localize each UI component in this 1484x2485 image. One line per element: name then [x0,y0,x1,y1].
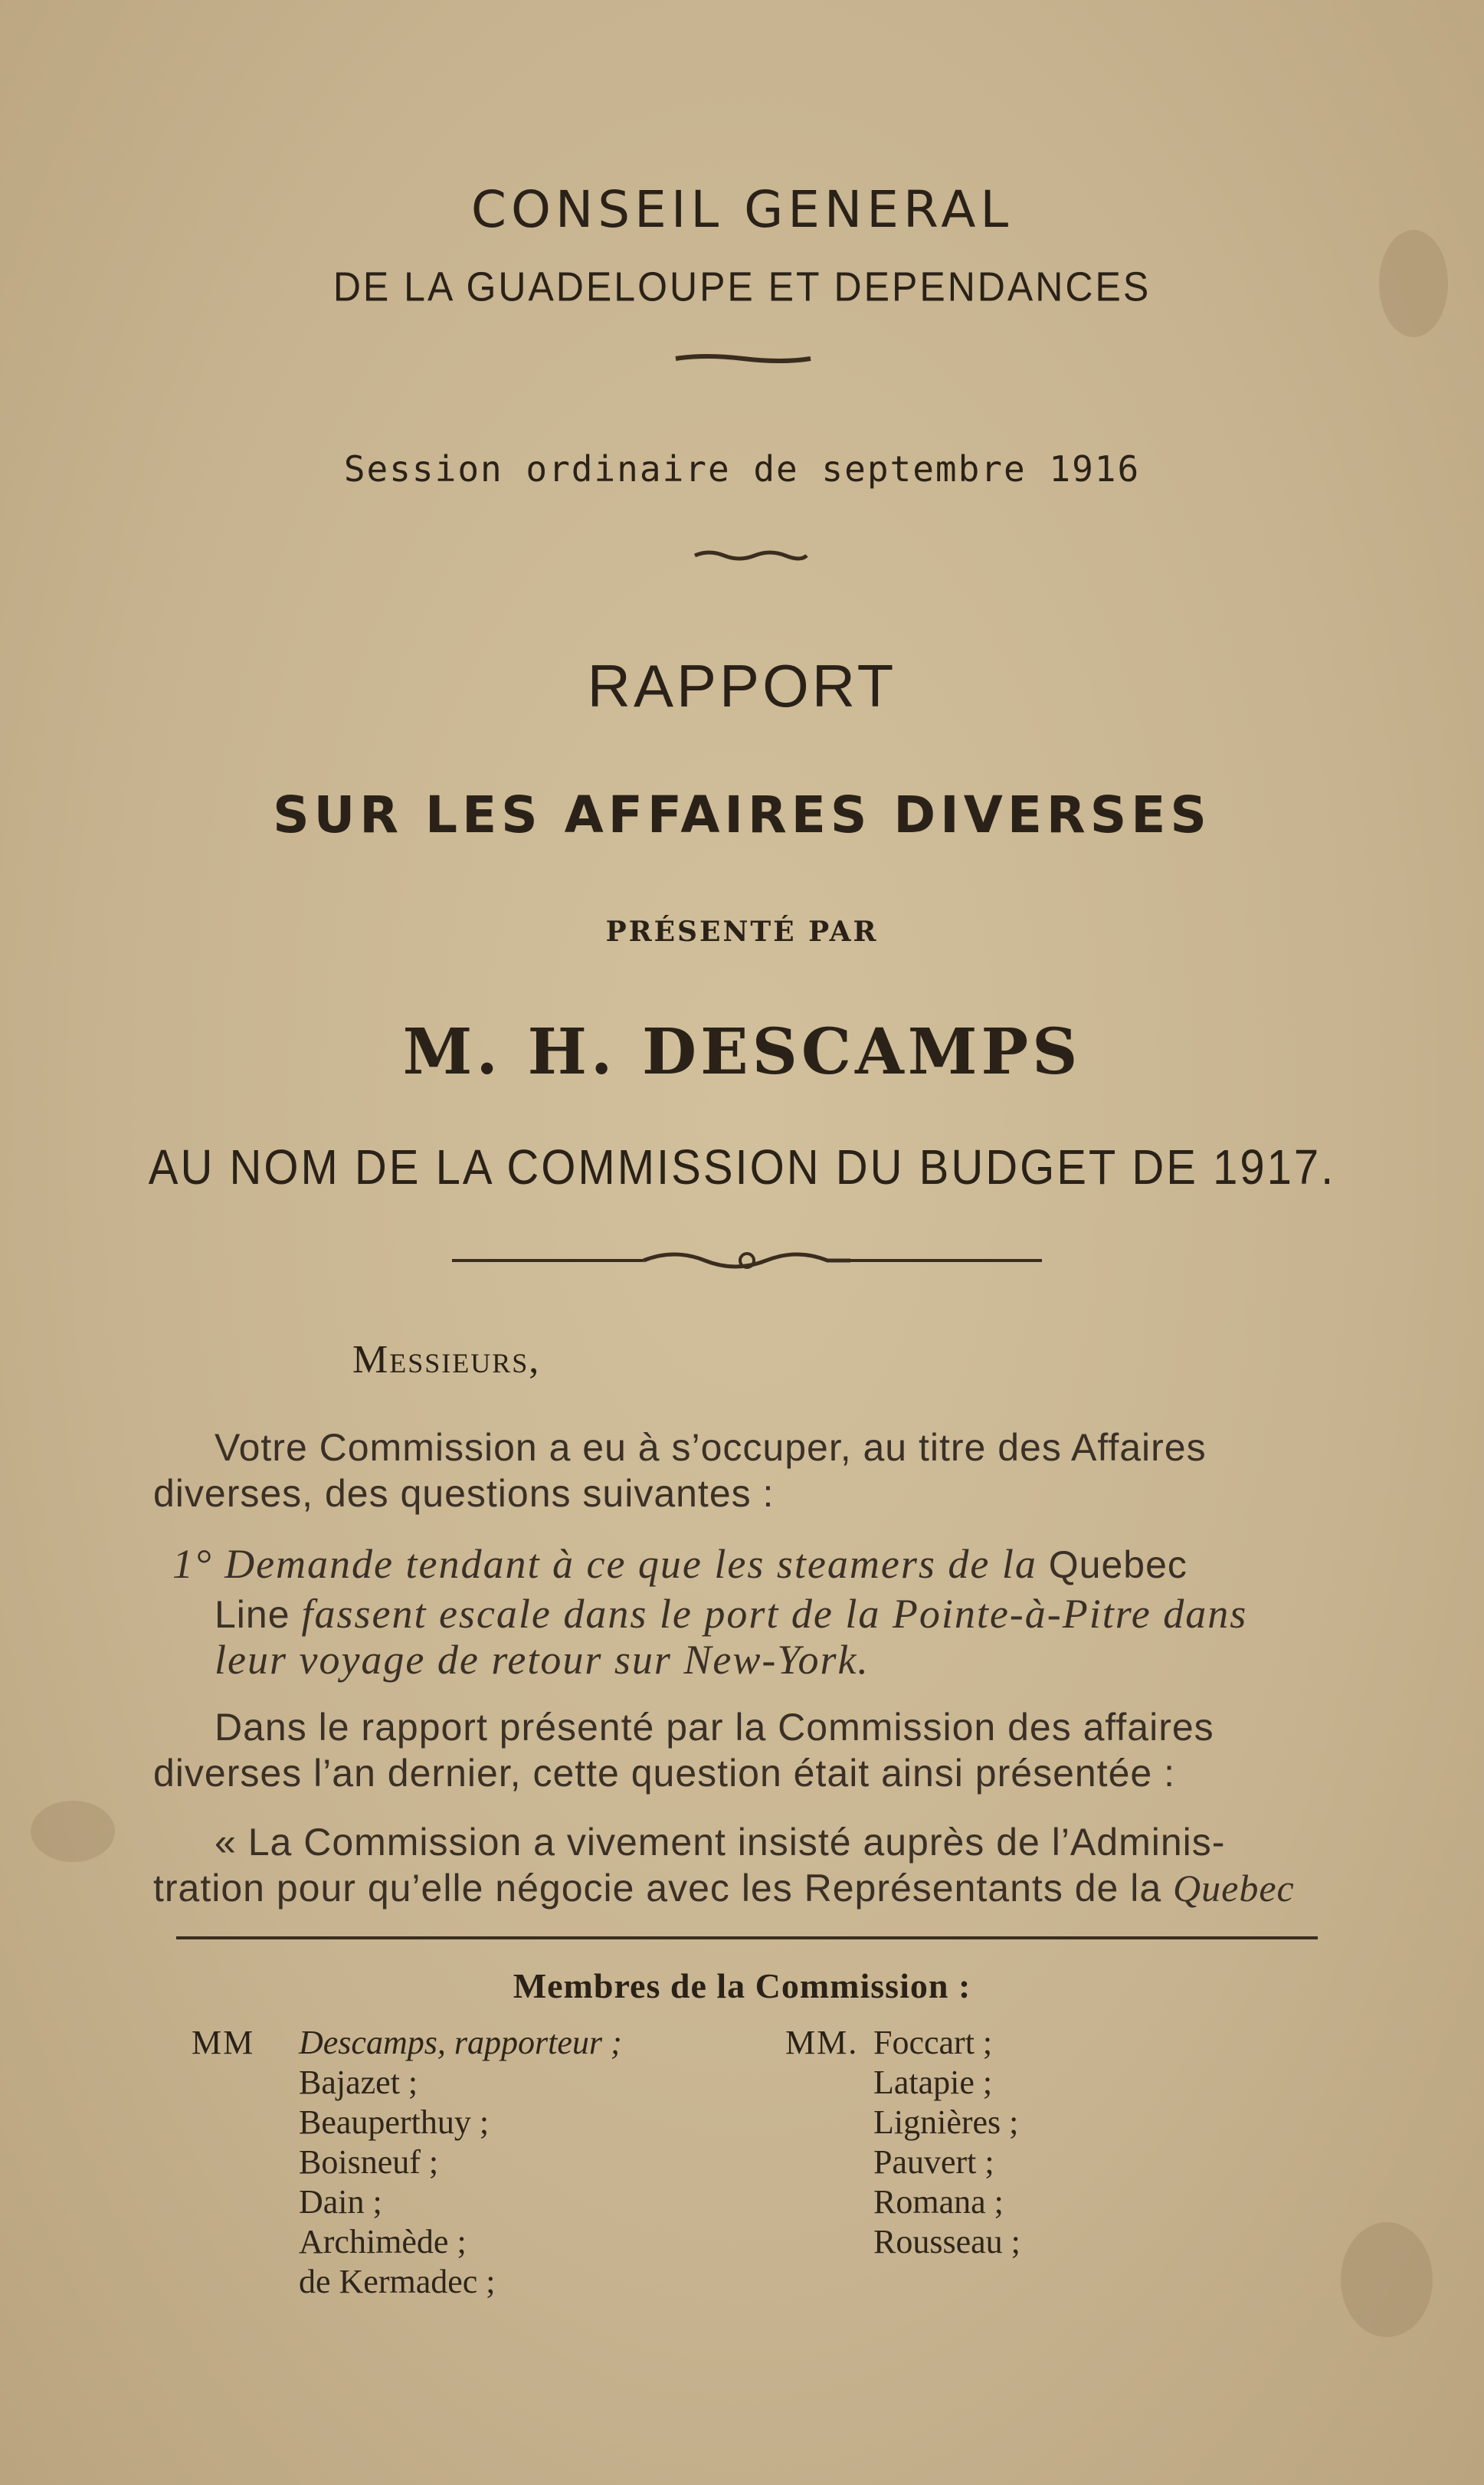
council-title: CONSEIL GENERAL [470,180,1014,239]
ornament-divider-3 [452,1245,1042,1276]
member-left: Archimède ; [299,2223,467,2260]
quote-text-a: tration pour qu’elle négocie avec les Représentants de la [153,1867,1162,1910]
footnote-separator [176,1936,1318,1939]
member-left: Descamps, rapporteur ; [299,2024,622,2061]
paper-stain [31,1801,115,1862]
item1-line-2 [215,1590,1247,1638]
author-name: M. H. DESCAMPS [402,1015,1082,1089]
item1-text-d: fassent escale dans le port de la Pointe-à-Pitre dans [301,1591,1248,1637]
item1-text-b: Quebec [1048,1543,1188,1586]
salutation: Messieurs, [352,1338,541,1382]
paper-stain [1341,2222,1433,2337]
session-line: Session ordinaire de septembre 1916 [343,448,1141,490]
item1-line-1 [172,1540,1188,1588]
item1-text-c: Line [215,1593,290,1636]
ornament-rule-1 [674,352,812,365]
quote-text-b: Quebec [1173,1867,1295,1910]
mm-prefix-left: MM [192,2024,255,2061]
member-left: Beauperthuy ; [299,2103,490,2141]
intro-line-2: diverses, des questions suivantes : [153,1472,775,1515]
quote-line-2 [153,1866,1295,1910]
item1-text-a: 1° Demande tendant à ce que les steamers de la [172,1541,1037,1587]
intro-line-1: Votre Commission a eu à s’occuper, au titre des Affaires [215,1426,1207,1469]
member-right: Pauvert ; [873,2143,994,2181]
commission-line: AU NOM DE LA COMMISSION DU BUDGET DE 1917. [148,1139,1336,1195]
report-title: RAPPORT [587,652,897,720]
quote-line-1: « La Commission a vivement insisté auprès de l’Adminis- [215,1821,1226,1864]
members-title: Membres de la Commission : [513,1966,971,2005]
council-subtitle: DE LA GUADELOUPE ET DEPENDANCES [333,263,1151,310]
member-right: Latapie ; [873,2064,993,2101]
presented-by-label: PRÉSENTÉ PAR [605,916,879,948]
item1-line-3: leur voyage de retour sur New-York. [215,1637,870,1683]
member-right: Foccart ; [873,2024,993,2061]
ornament-rule-2 [693,548,808,563]
mm-prefix-right: MM. [785,2024,859,2061]
para2-line-2: diverses l’an dernier, cette question était ainsi présentée : [153,1752,1175,1795]
member-right: Romana ; [873,2183,1004,2221]
member-left: Bajazet ; [299,2064,418,2101]
report-subject: SUR LES AFFAIRES DIVERSES [273,785,1211,844]
para2-line-1: Dans le rapport présenté par la Commission des affaires [215,1706,1214,1749]
member-left: Dain ; [299,2183,382,2221]
member-right: Lignières ; [873,2103,1019,2141]
member-left: de Kermadec ; [299,2263,496,2300]
member-left: Boisneuf ; [299,2143,439,2181]
member-right: Rousseau ; [873,2223,1020,2260]
